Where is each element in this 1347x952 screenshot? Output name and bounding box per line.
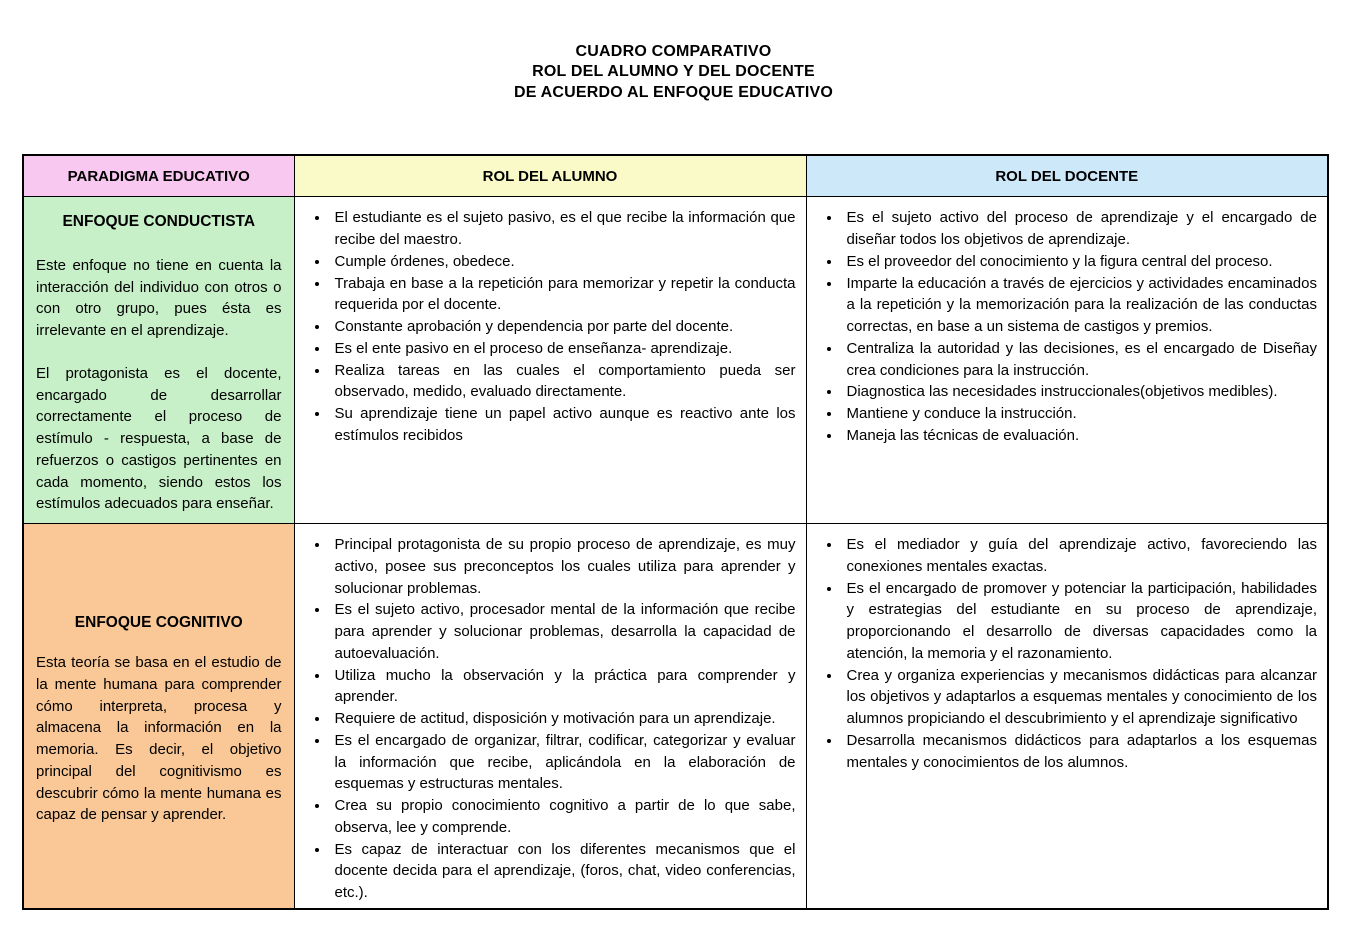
list-item: • Crea y organiza experiencias y mecanismos didácticas para alcanzar los objetivos y adaptarlos a esquemas mentales y conocimiento de los alumnos propiciando el descubrimiento y el aprendizaje significativo: [842, 665, 1318, 730]
docente-conductista-list: [811, 207, 1318, 446]
list-item: • Centraliza la autoridad y las decisiones, es el encargado de Diseñay crea condiciones para la instrucción.: [842, 338, 1318, 382]
list-item: • Es el sujeto activo, procesador mental de la información que recibe para aprender y solucionar problemas, desarrolla la capacidad de autoevaluación.: [330, 599, 796, 664]
paradigma-title-conductista: ENFOQUE CONDUCTISTA: [62, 213, 256, 231]
title-line-3: DE ACUERDO AL ENFOQUE EDUCATIVO: [513, 83, 834, 101]
list-item: • Es el encargado de promover y potenciar la participación, habilidades y estrategias del estudiante en su proceso de aprendizaje, proporcionando el desarrollo de diversas capacidades como la atención, la memoria y el razonamiento.: [842, 578, 1318, 665]
title-line-2: ROL DEL ALUMNO Y DEL DOCENTE: [532, 63, 815, 81]
list-item: • Es el sujeto activo del proceso de aprendizaje y el encargado de diseñar todos los objetivos de aprendizaje.: [842, 207, 1318, 251]
row-enfoque-conductista: [23, 197, 1328, 524]
cell-alumno-conductista: [294, 197, 806, 524]
list-item: • Cumple órdenes, obedece.: [330, 251, 796, 273]
header-rol-del-docente: ROL DEL DOCENTE: [806, 155, 1328, 197]
list-item: • Es capaz de interactuar con los diferentes mecanismos que el docente decida para el aprendizaje, (foros, chat, video conferencias, etc.).: [330, 839, 796, 904]
alumno-conductista-list: [299, 207, 796, 446]
cell-paradigma-conductista: [23, 197, 294, 524]
paradigma-paragraph: Este enfoque no tiene en cuenta la interacción del individuo con otros o con otro grupo, pues ésta es irrelevante en el aprendizaje.: [36, 256, 282, 340]
list-item: • Desarrolla mecanismos didácticos para adaptarlos a los esquemas mentales y conocimientos de los alumnos.: [842, 730, 1318, 774]
list-item: • Es el proveedor del conocimiento y la figura central del proceso.: [842, 251, 1318, 273]
list-item: • Trabaja en base a la repetición para memorizar y repetir la conducta requerida por el docente.: [330, 273, 796, 317]
row-enfoque-cognitivo: [23, 524, 1328, 909]
list-item: • Maneja las técnicas de evaluación.: [842, 425, 1318, 447]
cell-docente-cognitivo: [806, 524, 1328, 909]
paradigma-title-cognitivo: ENFOQUE COGNITIVO: [74, 613, 243, 631]
comparison-table: [22, 154, 1329, 909]
list-item: • Es el encargado de organizar, filtrar, codificar, categorizar y evaluar la información que recibe, aplicándola en la elaboración de esquemas y estructuras mentales.: [330, 730, 796, 795]
header-paradigma-educativo: PARADIGMA EDUCATIVO: [23, 155, 294, 197]
docente-cognitivo-list: [811, 534, 1318, 773]
list-item: • El estudiante es el sujeto pasivo, es el que recibe la información que recibe del maestro.: [330, 207, 796, 251]
list-item: • Requiere de actitud, disposición y motivación para un aprendizaje.: [330, 708, 796, 730]
list-item: • Realiza tareas en las cuales el comportamiento pueda ser observado, medido, evaluado directamente.: [330, 360, 796, 404]
list-item: • Imparte la educación a través de ejercicios y actividades encaminados a la repetición y la memorización para la realización de las conductas correctas, en base a un sistema de castigos y premios.: [842, 273, 1318, 338]
cell-docente-conductista: [806, 197, 1328, 524]
list-item: • Constante aprobación y dependencia por parte del docente.: [330, 316, 796, 338]
title-line-1: CUADRO COMPARATIVO: [575, 43, 772, 60]
list-item: • Diagnostica las necesidades instruccionales(objetivos medibles).: [842, 381, 1318, 403]
list-item: • Es el ente pasivo en el proceso de enseñanza- aprendizaje.: [330, 338, 796, 360]
list-item: • Crea su propio conocimiento cognitivo a partir de lo que sabe, observa, lee y comprende.: [330, 795, 796, 839]
list-item: • Mantiene y conduce la instrucción.: [842, 403, 1318, 425]
list-item: • Principal protagonista de su propio proceso de aprendizaje, es muy activo, posee sus preconceptos los cuales utiliza para aprender y solucionar problemas.: [330, 534, 796, 599]
alumno-cognitivo-list: [299, 534, 796, 904]
cell-alumno-cognitivo: [294, 524, 806, 909]
list-item: • Es el mediador y guía del aprendizaje activo, favoreciendo las conexiones mentales exactas.: [842, 534, 1318, 578]
paradigma-paragraph: Esta teoría se basa en el estudio de la mente humana para comprender cómo interpreta, procesa y almacena la información en la memoria. Es decir, el objetivo principal del cognitivismo es descubrir cómo la mente humana es capaz de pensar y aprender.: [36, 654, 282, 824]
list-item: • Su aprendizaje tiene un papel activo aunque es reactivo ante los estímulos recibidos: [330, 403, 796, 447]
header-rol-del-alumno: ROL DEL ALUMNO: [294, 155, 806, 197]
cell-paradigma-cognitivo: [23, 524, 294, 909]
header-row: [23, 155, 1328, 197]
list-item: • Utiliza mucho la observación y la práctica para comprender y aprender.: [330, 665, 796, 709]
paradigma-paragraph: El protagonista es el docente, encargado de desarrollar correctamente el proceso de estímulo - respuesta, a base de refuerzos o castigos pertinentes en cada momento, siendo estos los estímulos adecuados para enseñar.: [36, 364, 282, 513]
document-title: [0, 0, 1347, 103]
